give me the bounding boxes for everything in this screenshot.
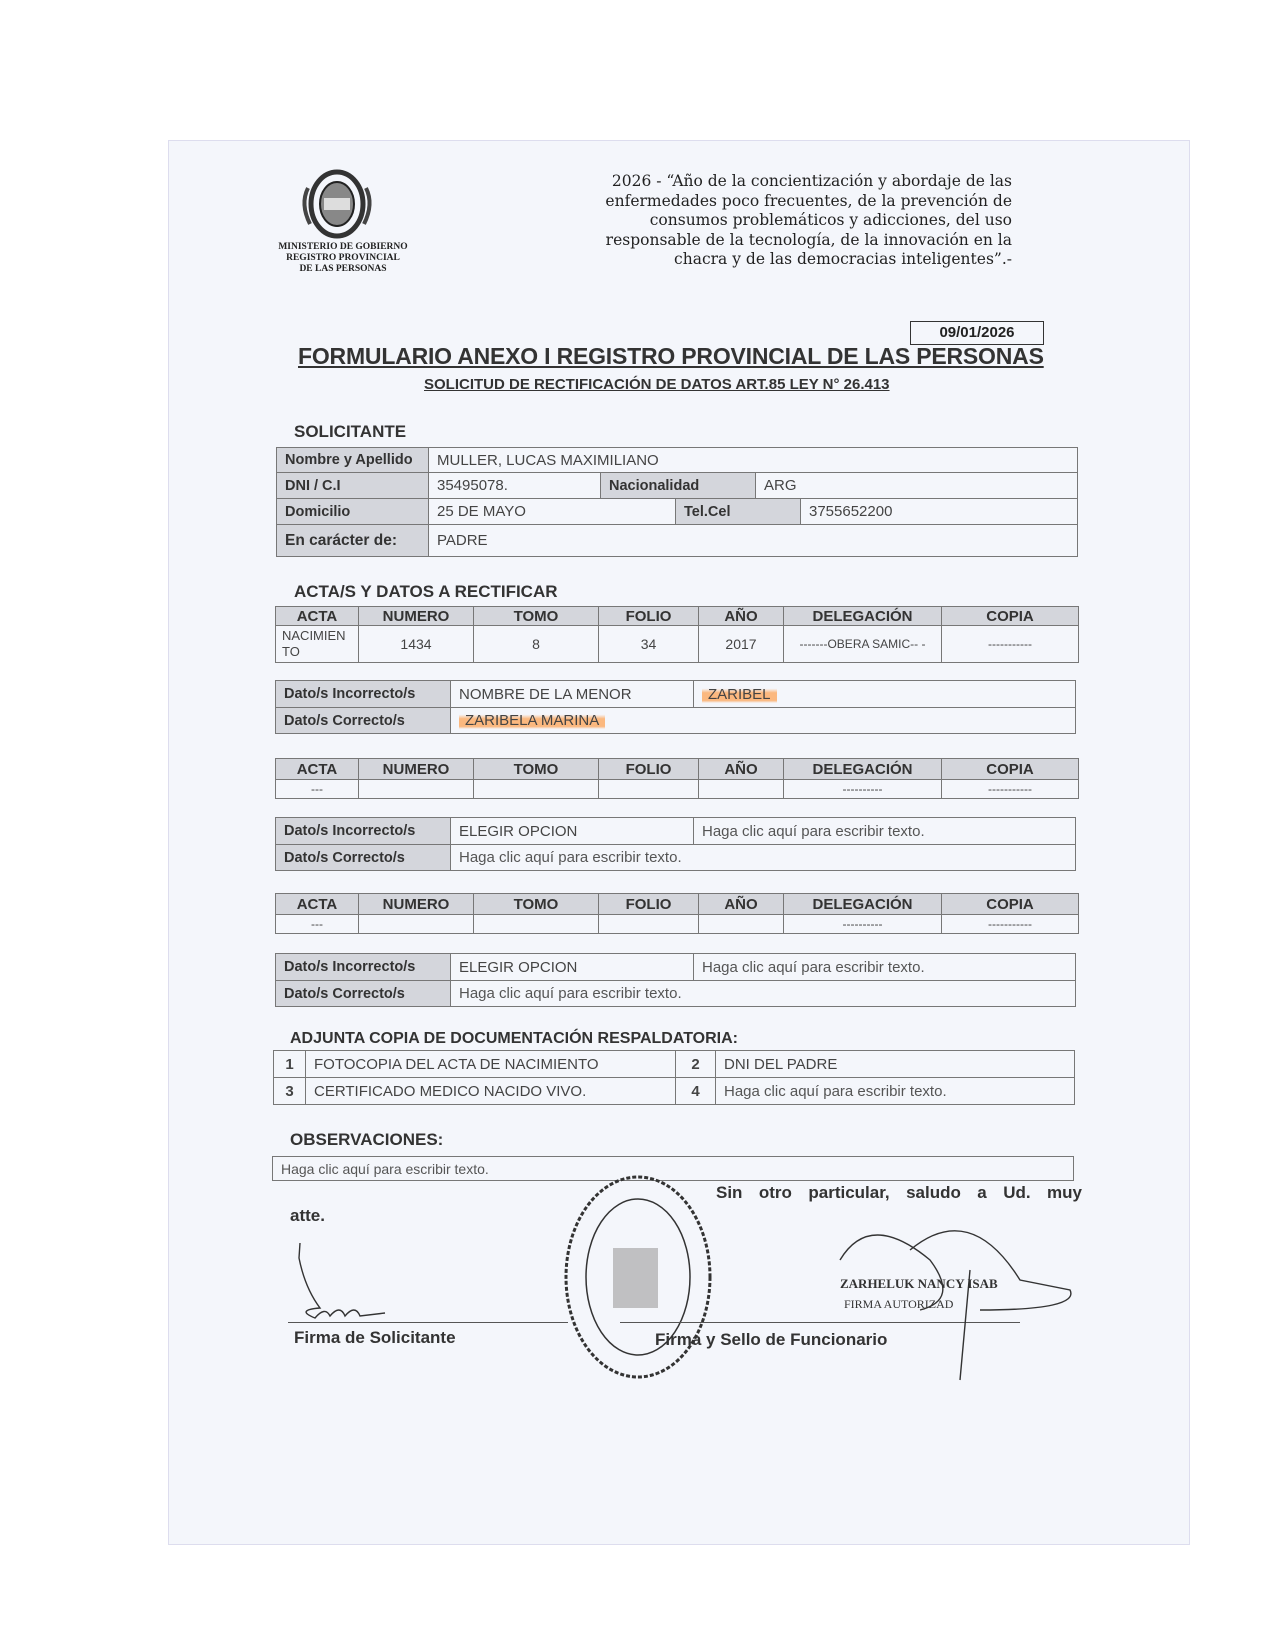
acta-cell[interactable]: 1434 [359, 626, 474, 663]
acta-cell[interactable]: ---------- [784, 780, 942, 799]
solicitante-table [276, 447, 1078, 557]
ministry-line: REGISTRO PROVINCIAL [286, 253, 400, 263]
correct-value[interactable] [451, 845, 1076, 871]
column-header: ACTA [276, 607, 359, 626]
incorrect-field-select[interactable]: ELEGIR OPCION [451, 954, 694, 981]
column-header: FOLIO [599, 607, 699, 626]
column-header: AÑO [699, 759, 784, 780]
acta-cell[interactable]: --- [276, 915, 359, 934]
doc-number: 3 [274, 1078, 306, 1105]
column-header: TOMO [474, 894, 599, 915]
closing-text: Sin otro particular, saludo a Ud. muy [716, 1183, 1082, 1202]
doc-item[interactable]: Haga clic aquí para escribir texto. [716, 1078, 1075, 1105]
column-header: ACTA [276, 894, 359, 915]
nombre-label: Nombre y Apellido [277, 448, 429, 473]
acta-cell[interactable]: -------OBERA SAMIC-- - [784, 626, 942, 663]
doc-item[interactable]: DNI DEL PADRE [716, 1051, 1075, 1078]
acta-cell[interactable] [474, 915, 599, 934]
acta-cell[interactable] [359, 915, 474, 934]
acta-table [275, 606, 1079, 663]
dato-table [275, 680, 1076, 734]
ministry-line: DE LAS PERSONAS [299, 264, 387, 274]
doc-number: 2 [676, 1051, 716, 1078]
dni-label: DNI / C.I [277, 473, 429, 499]
observaciones-field[interactable]: Haga clic aquí para escribir texto. [273, 1157, 1074, 1181]
column-header: FOLIO [599, 759, 699, 780]
doc-number: 1 [274, 1051, 306, 1078]
column-header: FOLIO [599, 894, 699, 915]
applicant-signature-label: Firma de Solicitante [294, 1328, 456, 1347]
correct-value-text: Haga clic aquí para escribir texto. [459, 849, 682, 866]
official-signature-label: Firma y Sello de Funcionario [655, 1330, 888, 1349]
acta-cell[interactable]: 2017 [699, 626, 784, 663]
ministry-label [268, 242, 418, 275]
acta-cell[interactable]: --- [276, 780, 359, 799]
incorrect-value-text: ZARIBEL [702, 686, 777, 703]
acta-table [275, 758, 1079, 799]
applicant-signature [285, 1238, 405, 1338]
column-header: DELEGACIÓN [784, 607, 942, 626]
column-header: COPIA [942, 759, 1079, 780]
correct-value-text: ZARIBELA MARINA [459, 712, 605, 729]
acta-cell[interactable] [359, 780, 474, 799]
incorrect-value[interactable] [694, 818, 1076, 845]
doc-number: 4 [676, 1078, 716, 1105]
section-observaciones: OBSERVACIONES: [290, 1130, 444, 1149]
section-solicitante: SOLICITANTE [294, 422, 407, 441]
incorrect-field-select[interactable]: ELEGIR OPCION [451, 818, 694, 845]
column-header: TOMO [474, 759, 599, 780]
ministry-line: MINISTERIO DE GOBIERNO [278, 242, 408, 252]
acta-cell[interactable]: 34 [599, 626, 699, 663]
acta-cell[interactable] [599, 780, 699, 799]
correct-label: Dato/s Correcto/s [276, 845, 451, 871]
province-seal-logo [296, 168, 378, 240]
correct-value[interactable] [451, 708, 1076, 734]
acta-cell[interactable]: NACIMIEN TO [276, 626, 359, 663]
incorrect-value[interactable] [694, 681, 1076, 708]
acta-cell[interactable]: ----------- [942, 626, 1079, 663]
column-header: NUMERO [359, 894, 474, 915]
form-subtitle: SOLICITUD DE RECTIFICACIÓN DE DATOS ART.85 LEY N° 26.413 [424, 376, 890, 393]
doc-item[interactable]: FOTOCOPIA DEL ACTA DE NACIMIENTO [306, 1051, 676, 1078]
caracter-field[interactable]: PADRE [429, 525, 1078, 557]
acta-cell[interactable] [599, 915, 699, 934]
closing-atte: atte. [290, 1206, 325, 1225]
acta-cell[interactable]: ---------- [784, 915, 942, 934]
section-actas: ACTA/S Y DATOS A RECTIFICAR [294, 582, 558, 601]
column-header: ACTA [276, 759, 359, 780]
official-stamp [558, 1168, 718, 1386]
acta-cell[interactable] [474, 780, 599, 799]
column-header: COPIA [942, 894, 1079, 915]
column-header: AÑO [699, 894, 784, 915]
acta-cell[interactable] [699, 780, 784, 799]
incorrect-label: Dato/s Incorrecto/s [276, 818, 451, 845]
adjunta-table [273, 1050, 1075, 1105]
acta-cell[interactable]: ----------- [942, 915, 1079, 934]
incorrect-field-select[interactable]: NOMBRE DE LA MENOR [451, 681, 694, 708]
dato-table [275, 817, 1076, 871]
column-header: AÑO [699, 607, 784, 626]
acta-cell[interactable]: 8 [474, 626, 599, 663]
correct-label: Dato/s Correcto/s [276, 981, 451, 1007]
correct-value-text: Haga clic aquí para escribir texto. [459, 985, 682, 1002]
acta-cell[interactable]: ----------- [942, 780, 1079, 799]
section-adjunta: ADJUNTA COPIA DE DOCUMENTACIÓN RESPALDATORIA: [290, 1030, 738, 1047]
doc-item[interactable]: CERTIFICADO MEDICO NACIDO VIVO. [306, 1078, 676, 1105]
acta-table [275, 893, 1079, 934]
nacionalidad-label: Nacionalidad [601, 473, 756, 499]
column-header: DELEGACIÓN [784, 894, 942, 915]
date-field[interactable]: 09/01/2026 [910, 321, 1044, 345]
svg-text:ZARHELUK NANCY ISAB: ZARHELUK NANCY ISAB [840, 1276, 998, 1291]
year-motto: 2026 - “Año de la concientización y abordaje de las enfermedades poco frecuentes, de la prevención de consumos problemáticos y adicciones, del uso responsable de la tecnología, de la innovación en la chacra y de las democracias inteligentes”.- [605, 172, 1012, 269]
caracter-label: En carácter de: [277, 525, 429, 557]
official-signature [830, 1210, 1085, 1390]
column-header: NUMERO [359, 607, 474, 626]
correct-label: Dato/s Correcto/s [276, 708, 451, 734]
form-title: FORMULARIO ANEXO I REGISTRO PROVINCIAL DE LAS PERSONAS [298, 343, 1044, 369]
incorrect-label: Dato/s Incorrecto/s [276, 681, 451, 708]
telcel-label: Tel.Cel [676, 499, 801, 525]
dni-field[interactable]: 35495078. [429, 473, 601, 499]
correct-value[interactable] [451, 981, 1076, 1007]
svg-text:FIRMA AUTORIZAD: FIRMA AUTORIZAD [844, 1297, 954, 1311]
domicilio-label: Domicilio [277, 499, 429, 525]
column-header: COPIA [942, 607, 1079, 626]
incorrect-value-text: Haga clic aquí para escribir texto. [702, 958, 925, 976]
incorrect-label: Dato/s Incorrecto/s [276, 954, 451, 981]
domicilio-field[interactable]: 25 DE MAYO [429, 499, 676, 525]
telcel-field[interactable]: 3755652200 [801, 499, 1078, 525]
column-header: NUMERO [359, 759, 474, 780]
nacionalidad-field[interactable]: ARG [756, 473, 1078, 499]
column-header: TOMO [474, 607, 599, 626]
dato-table [275, 953, 1076, 1007]
incorrect-value[interactable] [694, 954, 1076, 981]
nombre-field[interactable]: MULLER, LUCAS MAXIMILIANO [429, 448, 1078, 473]
acta-cell[interactable] [699, 915, 784, 934]
incorrect-value-text: Haga clic aquí para escribir texto. [702, 822, 925, 840]
column-header: DELEGACIÓN [784, 759, 942, 780]
